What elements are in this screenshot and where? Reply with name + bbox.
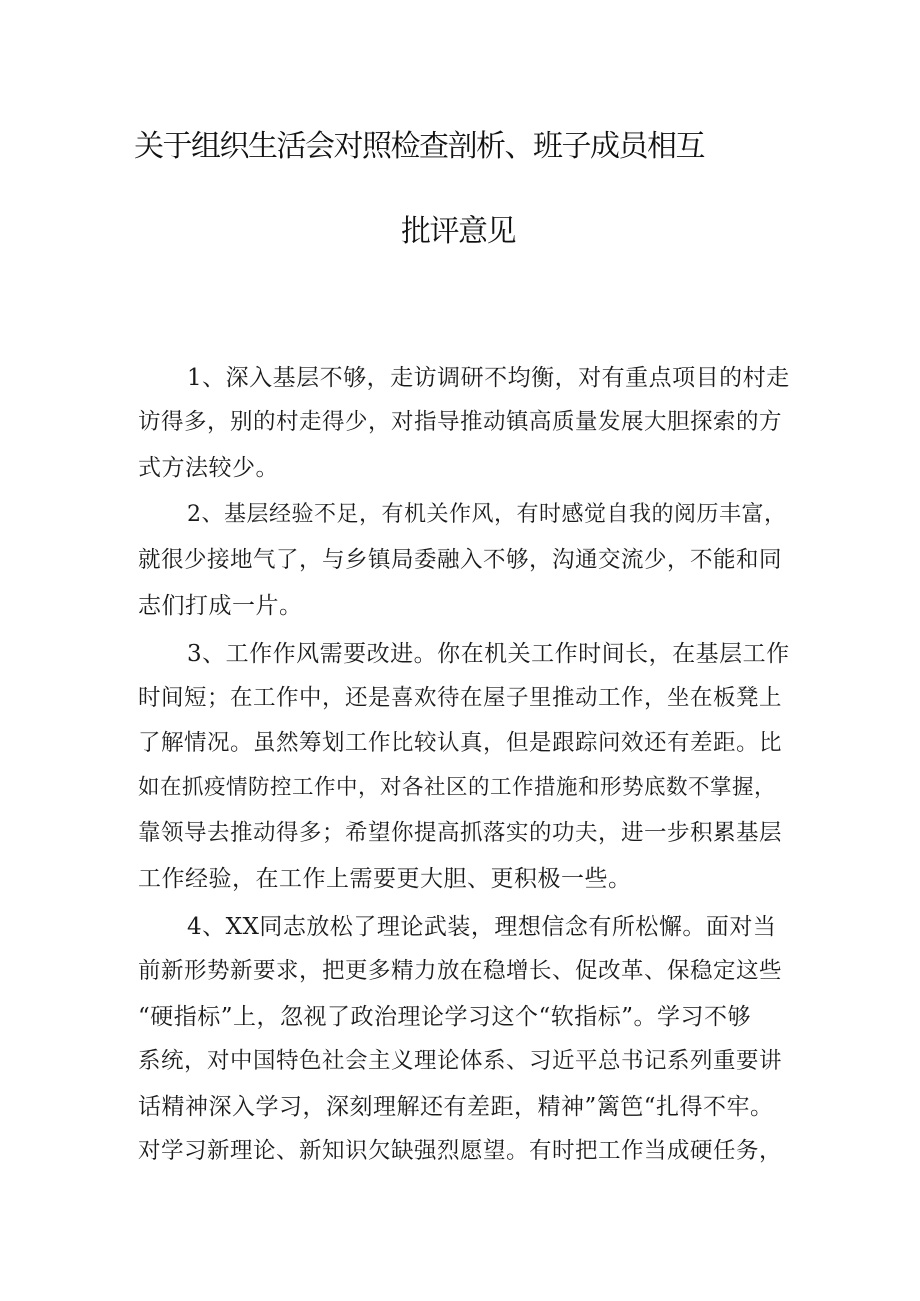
paragraph-3-line-1: 3、工作作风需要改进。你在机关工作时间长，在基层工作 (187, 641, 790, 667)
paragraph-4-line-2: 前新形势新要求，把更多精力放在稳增长、促改革、保稳定这些 (138, 958, 783, 984)
paragraph-1-line-2: 访得多，别的村走得少，对指导推动镇高质量发展大胆探索的方 (138, 409, 783, 435)
paragraph-4-line-6: 对学习新理论、新知识欠缺强烈愿望。有时把工作当成硬任务， (138, 1138, 783, 1164)
paragraph-2-line-1: 2、基层经验不足，有机关作风，有时感觉自我的阅历丰富， (187, 502, 787, 527)
paragraph-3-line-2: 时间短；在工作中，还是喜欢待在屋子里推动工作，坐在板凳上 (138, 685, 783, 711)
paragraph-3-line-5: 靠领导去推动得多；希望你提高抓落实的功夫，进一步积累基层 (138, 820, 783, 846)
paragraph-4-line-5: 话精神深入学习，深刻理解还有差距，精神”篱笆“扎得不牢。 (138, 1094, 774, 1120)
paragraph-1-line-3: 式方法较少。 (138, 455, 279, 481)
paragraph-4-line-4: 系统，对中国特色社会主义理论体系、习近平总书记系列重要讲 (138, 1048, 783, 1074)
paragraph-3-line-4: 如在抓疫情防控工作中，对各社区的工作措施和形势底数不掌握， (138, 775, 777, 800)
paragraph-3-line-3: 了解情况。虽然筹划工作比较认真，但是跟踪问效还有差距。比 (138, 730, 783, 756)
document-title-line-2: 批评意见 (401, 214, 515, 249)
document-title-line-1: 关于组织生活会对照检查剖析、班子成员相互 (134, 129, 704, 164)
paragraph-3-line-6: 工作经验，在工作上需要更大胆、更积极一些。 (138, 866, 632, 892)
paragraph-4-line-3: “硬指标”上，忽视了政治理论学习这个“软指标”。学习不够 (138, 1004, 752, 1030)
paragraph-2-line-2: 就很少接地气了，与乡镇局委融入不够，沟通交流少，不能和同 (138, 547, 783, 573)
paragraph-4-line-1: 4、XX同志放松了理论武装，理想信念有所松懈。面对当 (187, 914, 777, 940)
paragraph-1-line-1: 1、深入基层不够，走访调研不均衡，对有重点项目的村走 (187, 365, 790, 391)
paragraph-2-line-3: 志们打成一片。 (138, 593, 303, 619)
